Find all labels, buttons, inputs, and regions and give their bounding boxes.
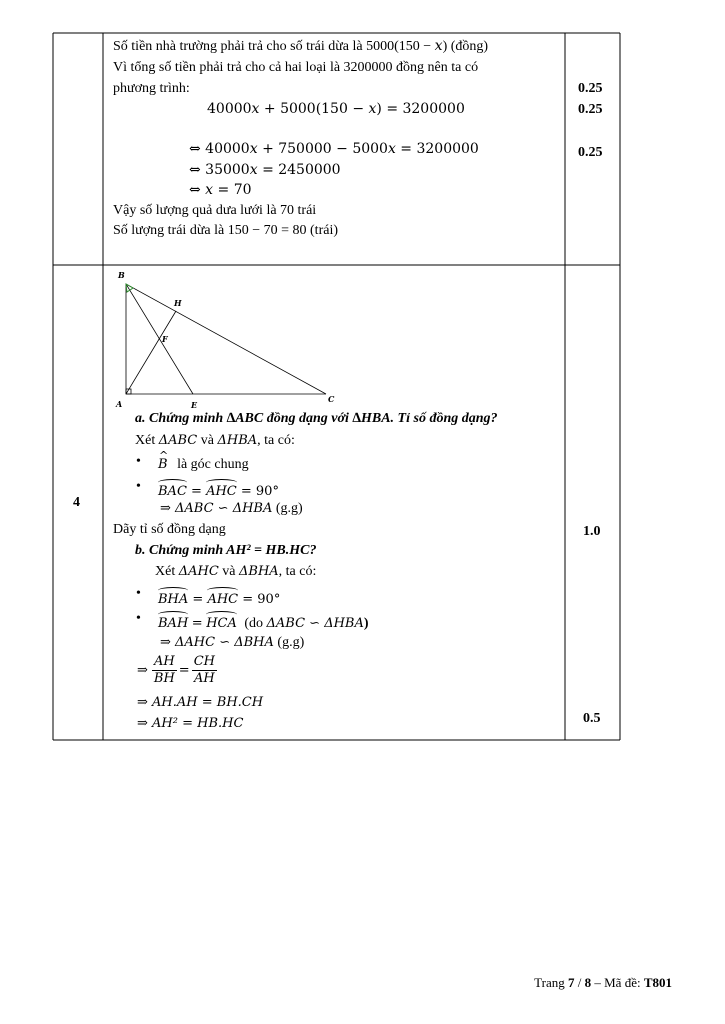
similar-line-b: ⇒ ΔAHC ∽ ΔBHA (g.g) — [160, 635, 305, 650]
angle-b: ^ B — [158, 456, 168, 474]
equation-4: ⇔ 𝑥 = 70 — [189, 182, 252, 198]
score-row3-1: 0.25 — [578, 81, 603, 96]
score-row3-2: 0.25 — [578, 102, 603, 117]
row3-conclusion-1: Vậy số lượng quả dưa lưới là 70 trái — [113, 203, 317, 218]
common-angle-line: ^ B là góc chung — [158, 456, 249, 474]
bullet-icon: • — [136, 454, 141, 469]
final-result-line: ⇒ AH² = HB.HC — [137, 716, 244, 731]
row3-line2: Vì tổng số tiền phải trả cho cả hai loại là 3200000 đồng nên ta có — [113, 60, 479, 75]
label-h: H — [174, 298, 182, 308]
equation-1: 40000𝑥 + 5000(150 − 𝑥) = 3200000 — [207, 101, 465, 117]
bullet-icon: • — [136, 479, 141, 494]
ratio-fraction-line: ⇒ $\frac{AH}{BH}$ = $\frac{CH}{AH}$ — [137, 654, 215, 686]
product-line: ⇒ AH.AH = BH.CH — [137, 695, 264, 710]
score-row3-3: 0.25 — [578, 145, 603, 160]
bullet-icon: • — [136, 586, 141, 601]
equal-angles-line: BAH = HCA (do ΔABC ∽ ΔHBA) — [158, 612, 369, 633]
label-c: C — [328, 394, 335, 404]
label-a: A — [116, 399, 123, 409]
equation-3: ⇔ 35000𝑥 = 2450000 — [189, 162, 341, 178]
row3-line1: Số tiền nhà trường phải trả cho số trái dừa là 5000(150 − 𝑥) (đồng) — [113, 39, 489, 54]
page-footer: Trang 7 / 8 – Mã đề: T801 — [534, 975, 672, 990]
label-b: B — [118, 270, 125, 280]
segment-bc — [126, 284, 326, 394]
similar-line-a: ⇒ ΔABC ∽ ΔHBA (g.g) — [160, 501, 303, 516]
xet-line-a: Xét ΔABC và ΔHBA, ta có: — [135, 433, 295, 448]
fraction-ah-bh: $\frac{AH}{BH}$ — [153, 654, 175, 686]
equation-2: ⇔ 40000𝑥 + 750000 − 5000𝑥 = 3200000 — [189, 141, 479, 157]
fraction-ch-ah: $\frac{CH}{AH}$ — [193, 654, 215, 686]
label-f: F — [162, 334, 168, 344]
label-e: E — [191, 400, 198, 410]
xet-line-b: Xét ΔAHC và ΔBHA, ta có: — [155, 564, 317, 579]
bullet-icon: • — [136, 611, 141, 626]
row3-line3: phương trình: — [113, 81, 190, 96]
part-a-title: a. Chứng minh ∆ABC đồng dạng với ∆HBA. Tỉ số đồng dạng? — [135, 411, 498, 426]
part-b-title: b. Chứng minh AH² = HB.HC? — [135, 543, 317, 558]
ratio-text: Dãy tỉ số đồng dạng — [113, 522, 226, 537]
score-row4-a: 1.0 — [583, 524, 601, 539]
right-angles-line-b: BHA = AHC = 90° — [158, 588, 280, 609]
question-number: 4 — [73, 495, 80, 510]
triangle-figure — [110, 267, 345, 412]
right-angles-line-a: BAC = AHC = 90° — [158, 480, 279, 501]
row3-conclusion-2: Số lượng trái dừa là 150 − 70 = 80 (trái) — [113, 223, 338, 238]
score-row4-b: 0.5 — [583, 711, 601, 726]
segment-ah — [126, 311, 176, 394]
